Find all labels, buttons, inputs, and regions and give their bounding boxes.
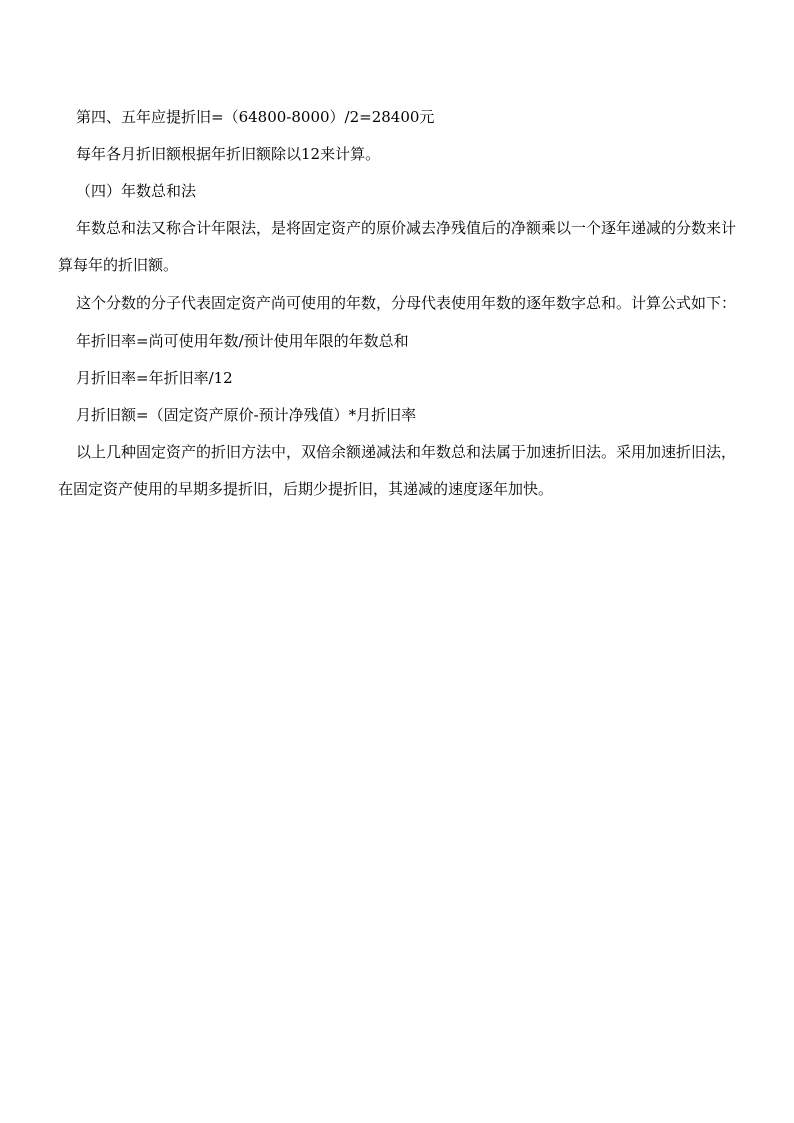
formula-monthly-amount: 月折旧额=（固定资产原价-预计净残值）*月折旧率 <box>76 406 417 424</box>
paragraph-sum-of-years-definition: 年数总和法又称合计年限法，是将固定资产的原价减去净残值后的净额乘以一个逐年递减的分数来计算每年的折旧额。 <box>58 219 737 274</box>
document-body <box>58 104 736 514</box>
formula-monthly-rate: 月折旧率=年折旧率/12 <box>76 369 233 387</box>
paragraph-monthly-depreciation: 每年各月折旧额根据年折旧额除以12来计算。 <box>76 145 381 163</box>
formula-annual-rate: 年折旧率=尚可使用年数/预计使用年限的年数总和 <box>76 332 409 350</box>
paragraph-fraction-explanation: 这个分数的分子代表固定资产尚可使用的年数，分母代表使用年数的逐年数字总和。计算公式如下： <box>76 294 737 312</box>
paragraph-depreciation-years-4-5: 第四、五年应提折旧=（64800-8000）/2=28400元 <box>76 108 435 126</box>
section-heading-sum-of-years: （四）年数总和法 <box>76 182 197 200</box>
paragraph-accelerated-depreciation: 以上几种固定资产的折旧方法中，双倍余额递减法和年数总和法属于加速折旧法。采用加速折旧法，在固定资产使用的早期多提折旧，后期少提折旧，其递减的速度逐年加快。 <box>58 443 737 498</box>
